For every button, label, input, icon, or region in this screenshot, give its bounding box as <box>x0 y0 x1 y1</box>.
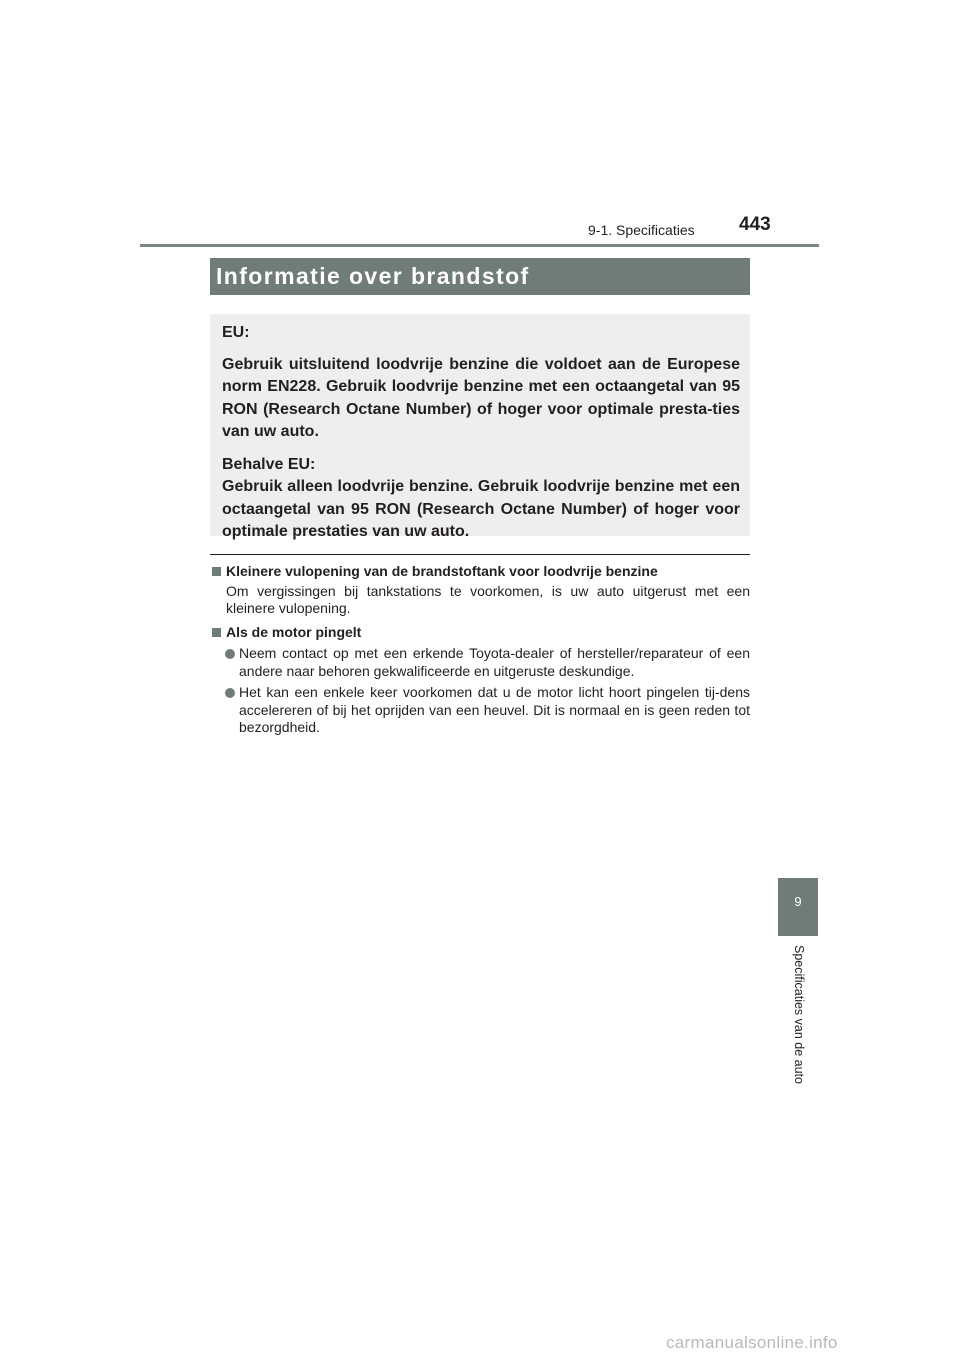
note-title-text: Kleinere vulopening van de brandstoftank voor loodvrije benzine <box>226 563 658 579</box>
eu-text: Gebruik uitsluitend loodvrije benzine die voldoet aan de Europese norm EN228. Gebruik loodvrije benzine met een octaangetal van 95 RON (Research Octane Number) of hoger voor optimale presta-ties van uw auto. <box>222 355 740 441</box>
bullet-text: Neem contact op met een erkende Toyota-dealer of hersteller/reparateur of een andere naar behoren gekwalificeerde en uitgeruste deskundige. <box>239 645 750 679</box>
note-item <box>210 624 750 737</box>
page-number: 443 <box>739 214 771 235</box>
non-eu-label: Behalve EU: <box>222 455 316 473</box>
note-text: Om vergissingen bij tankstations te voorkomen, is uw auto uitgerust met een kleinere vulopening. <box>226 582 750 616</box>
notes-list <box>210 563 750 743</box>
bullet-item <box>210 684 750 737</box>
circle-bullet-icon <box>225 649 235 659</box>
fuel-info-box <box>210 314 750 541</box>
section-title: Informatie over brandstof <box>210 258 750 295</box>
watermark-text: carmanualsonline.info <box>666 1333 838 1352</box>
eu-label: EU: <box>222 324 250 341</box>
square-bullet-icon <box>212 567 221 576</box>
header-section-title: 9-1. Specificaties <box>588 222 695 238</box>
note-title-text: Als de motor pingelt <box>226 623 362 640</box>
section-divider <box>210 554 750 555</box>
square-bullet-icon <box>212 628 221 637</box>
note-title <box>210 624 750 642</box>
bullet-text: Het kan een enkele keer voorkomen dat u de motor licht hoort pingelen tij-dens accelereren of bij het oprijden van een heuvel. Dit is normaal en is geen reden tot bezorgdheid. <box>239 684 750 735</box>
note-item <box>210 563 750 618</box>
header-rule <box>140 244 819 247</box>
chapter-side-label: Specificaties van de auto <box>792 945 806 1084</box>
circle-bullet-icon <box>225 688 235 698</box>
chapter-tab: 9 <box>778 878 818 936</box>
non-eu-text: Gebruik alleen loodvrije benzine. Gebruik loodvrije benzine met een octaangetal van 95 RON (Research Octane Number) of hoger voor optimale prestaties van uw auto. <box>222 478 740 541</box>
note-title <box>210 563 750 581</box>
bullet-item <box>210 645 750 680</box>
